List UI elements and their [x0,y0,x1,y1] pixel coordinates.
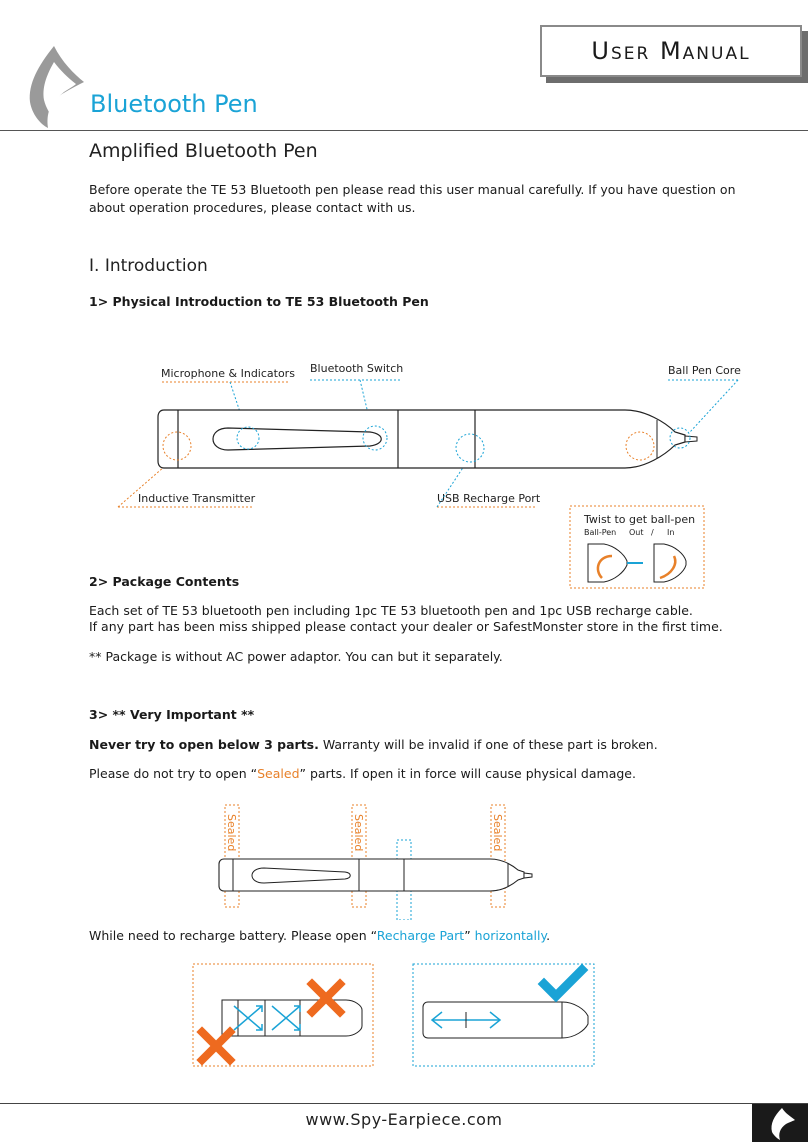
recharge-diagrams [0,960,808,1070]
sealed-label-3: Sealed [491,814,504,852]
twist-in-label: In [667,528,675,537]
sealed-label-2: Sealed [352,814,365,852]
manual-label-box [540,25,802,77]
recharge-mid: ” [464,928,475,943]
intro-paragraph: Before operate the TE 53 Bluetooth pen please read this user manual carefully. If you have question on about operation procedures, please contact with us. [89,182,736,215]
check-icon [544,970,582,996]
section-heading-introduction: I. Introduction [89,256,208,276]
recharge-part-word: Recharge Part [376,928,465,943]
callout-ball-pen-core: Ball Pen Core [668,364,741,377]
twist-ballpen-label: Ball-Pen [584,528,617,537]
warning-line [89,737,769,753]
footer-logo-icon [752,1104,808,1142]
twist-slash-label: / [651,528,654,537]
sealed-line-pre: Please do not try to open “ [89,766,258,781]
recharge-line [89,928,769,944]
callout-bluetooth-switch: Bluetooth Switch [310,362,404,375]
pen-diagram [0,360,808,600]
footer-website: www.Spy-Earpiece.com [305,1110,503,1129]
cross-icon-2 [202,1032,230,1060]
warning-bold: Never try to open below 3 parts. [89,737,319,752]
footer-logo-badge [752,1104,808,1142]
footer-divider [0,1103,808,1104]
sealed-line-post: ” parts. If open it in force will cause physical damage. [299,766,636,781]
sealed-label-1: Sealed [225,814,238,852]
sealed-line [89,766,769,782]
recharge-horizontally-word: horizontally [474,928,547,943]
sealed-pen-diagram [0,800,808,920]
brand-title: Bluetooth Pen [90,90,258,118]
warning-rest: Warranty will be invalid if one of these part is broken. [318,737,658,752]
package-line-1: Each set of TE 53 bluetooth pen including 1pc TE 53 bluetooth pen and 1pc USB recharge cable. [89,603,693,618]
package-line-2: If any part has been miss shipped please contact your dealer or SafestMonster store in the first time. [89,619,723,634]
twist-out-label: Out [629,528,644,537]
callout-microphone: Microphone & Indicators [161,367,295,380]
sealed-word: Sealed [257,766,300,781]
recharge-pre: While need to recharge battery. Please open “ [89,928,377,943]
subheading-very-important: 3> ** Very Important ** [89,707,255,722]
subheading-package-contents: 2> Package Contents [89,574,240,589]
callout-usb-port: USB Recharge Port [437,492,541,505]
recharge-end: . [546,928,551,943]
manual-label: User Manual [591,37,751,65]
subheading-physical-intro: 1> Physical Introduction to TE 53 Bluetooth Pen [89,294,429,309]
brand-logo-icon [24,44,88,130]
twist-title: Twist to get ball-pen [584,513,696,526]
page-title: Amplified Bluetooth Pen [89,140,318,162]
package-note: ** Package is without AC power adaptor. You can but it separately. [89,649,503,664]
header-divider [0,130,808,131]
callout-inductive-transmitter: Inductive Transmitter [138,492,256,505]
